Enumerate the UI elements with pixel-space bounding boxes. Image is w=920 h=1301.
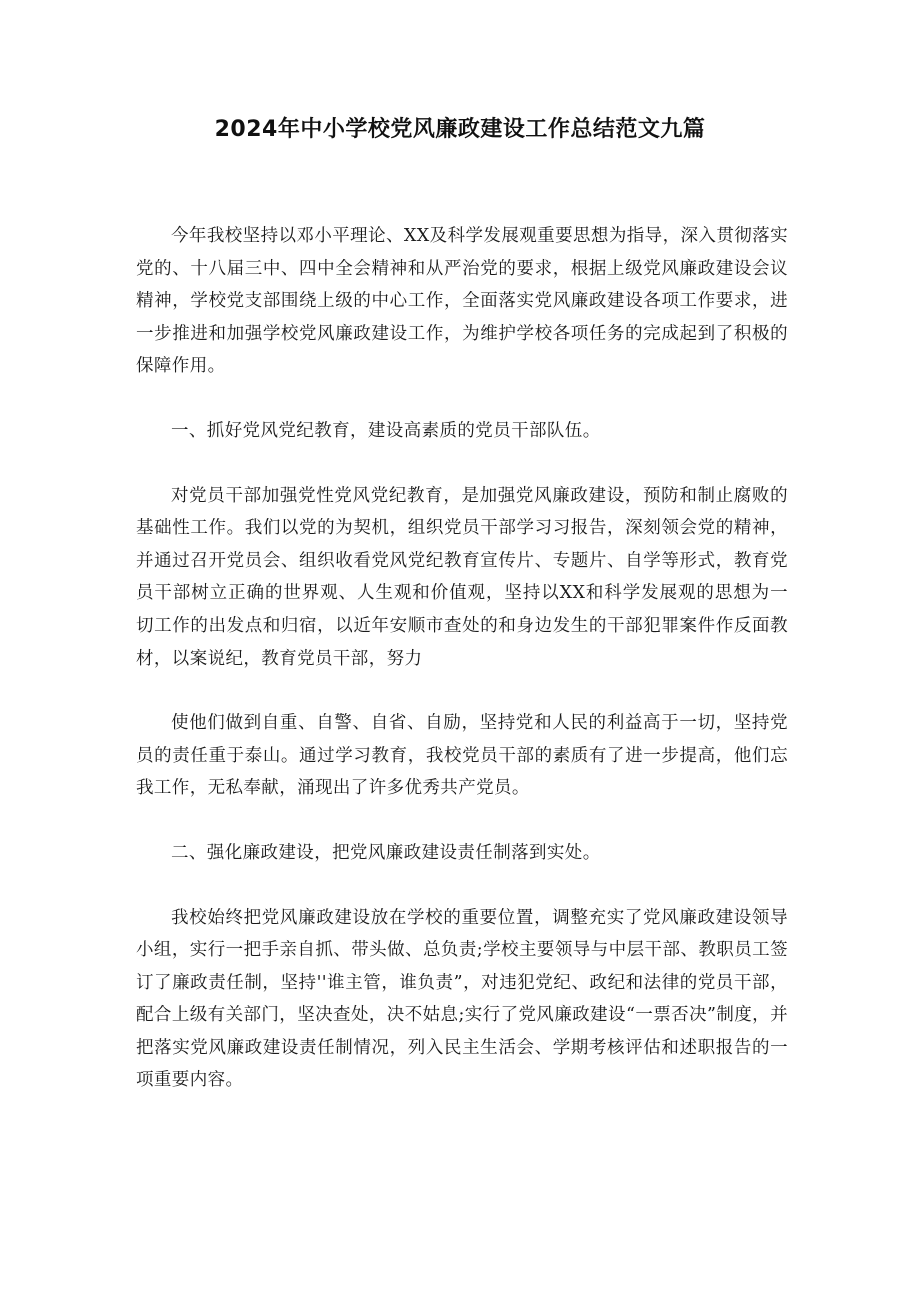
- section-heading-1: 一、抓好党风党纪教育，建设高素质的党员干部队伍。: [171, 420, 601, 441]
- document-title: 2024年中小学校党风廉政建设工作总结范文九篇: [214, 117, 706, 142]
- section-1-paragraph-1: 对党员干部加强党性党风党纪教育，是加强党风廉政建设，预防和制止腐败的基础性工作。我们以党的为契机，组织党员干部学习习报告，深刻领会党的精神，并通过召开党员会、组织收看党风党纪教育宣传片、专题片、自学等形式，教育党员干部树立正确的世界观、人生观和价值观，坚持以XX和科学发展观的思想为一切工作的出发点和归宿，以近年安顺市查处的和身边发生的干部犯罪案件作反面教材，以案说纪，教育党员干部，努力: [136, 485, 788, 669]
- section-1-paragraph-2: 使他们做到自重、自警、自省、自励，坚持党和人民的利益高于一切，坚持党员的责任重于泰山。通过学习教育，我校党员干部的素质有了进一步提高，他们忘我工作，无私奉献，涌现出了许多优秀共产党员。: [136, 713, 788, 799]
- section-heading-2: 二、强化廉政建设，把党风廉政建设责任制落到实处。: [171, 842, 601, 863]
- document-body: [136, 220, 788, 1129]
- intro-paragraph: 今年我校坚持以邓小平理论、XX及科学发展观重要思想为指导，深入贯彻落实党的、十八届三中、四中全会精神和从严治党的要求，根据上级党风廉政建设会议精神，学校党支部围绕上级的中心工作，全面落实党风廉政建设各项工作要求，进一步推进和加强学校党风廉政建设工作，为维护学校各项任务的完成起到了积极的保障作用。: [136, 226, 788, 377]
- section-2-paragraph-1: 我校始终把党风廉政建设放在学校的重要位置，调整充实了党风廉政建设领导小组，实行一把手亲自抓、带头做、总负责;学校主要领导与中层干部、教职员工签订了廉政责任制，坚持''谁主管，谁负责”，对违犯党纪、政纪和法律的党员干部，配合上级有关部门，坚决查处，决不姑息;实行了党风廉政建设“一票否决”制度，并把落实党风廉政建设责任制情况，列入民主生活会、学期考核评估和述职报告的一项重要内容。: [136, 907, 788, 1091]
